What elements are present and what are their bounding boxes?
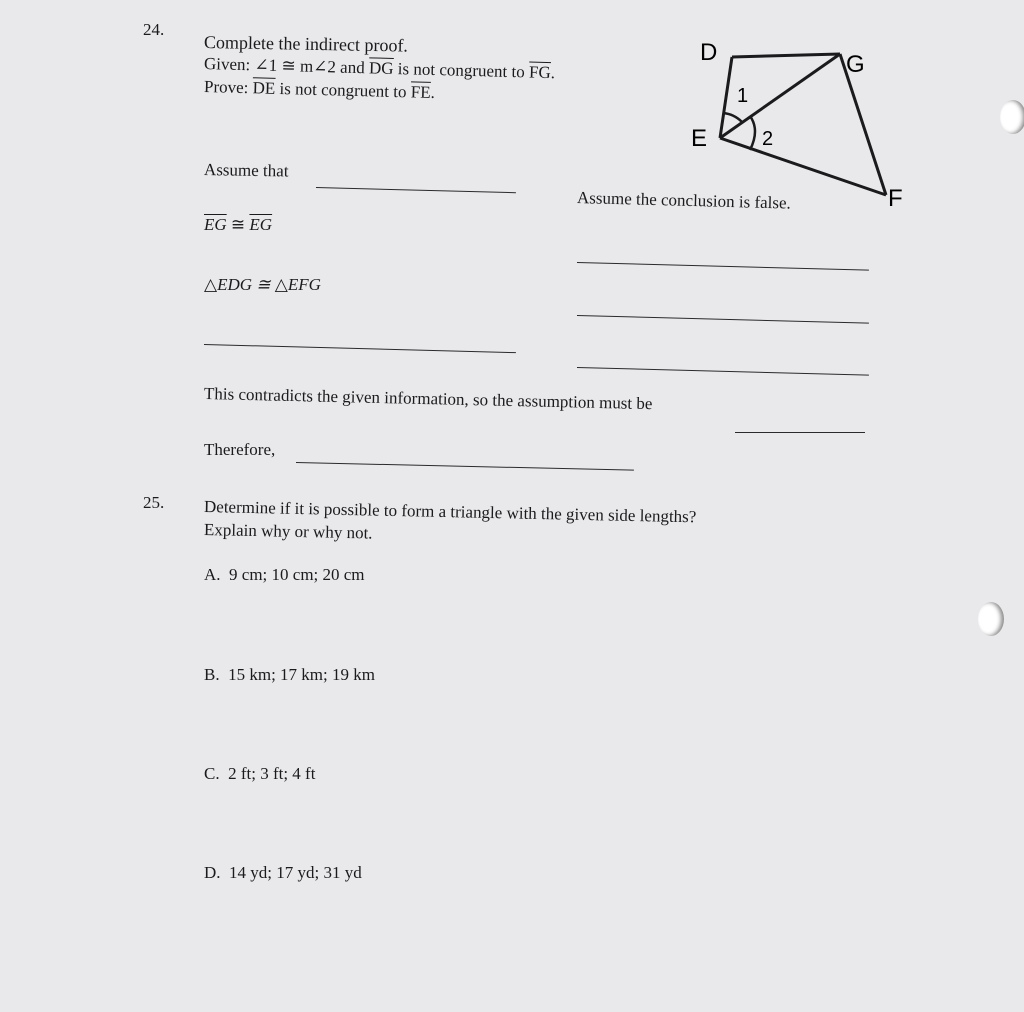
option-c [204, 764, 315, 784]
question-25-prompt-line1: Determine if it is possible to form a triangle with the given side lengths? [203, 497, 697, 527]
assume-label: Assume that [203, 160, 289, 181]
given-mid-text: is not congruent to [393, 58, 530, 82]
step-eg-congruent [204, 215, 272, 235]
assume-blank[interactable] [316, 187, 516, 193]
therefore-label: Therefore, [204, 440, 276, 459]
therefore-blank[interactable] [296, 462, 634, 471]
option-b-text: 15 km; 17 km; 19 km [228, 665, 375, 684]
option-a-text: 9 cm; 10 cm; 20 cm [229, 565, 365, 584]
reason-blank-2[interactable] [577, 315, 869, 324]
prove-text: Prove: [203, 77, 253, 98]
statement-blank-3[interactable] [204, 344, 516, 353]
congruent-symbol: ≅ [226, 215, 250, 234]
segment-ef [720, 138, 886, 195]
option-a-letter: A. [204, 565, 221, 584]
angle-1-label: 1 [737, 85, 749, 107]
given-text: Given: ∠1 ≅ m∠2 and [203, 54, 370, 78]
given-end: . [550, 63, 556, 83]
segment-de [720, 57, 732, 138]
angle-2-arc [750, 116, 755, 150]
question-24-title: Complete the indirect proof. [203, 32, 409, 56]
prove-segment-fe: $\overline{FE}$ [410, 82, 431, 102]
prove-statement [204, 77, 435, 103]
prove-mid-text: is not congruent to [275, 78, 412, 102]
angle-1-arc [723, 113, 742, 122]
assume-reason: Assume the conclusion is false. [576, 188, 792, 213]
binder-hole-top [1000, 100, 1024, 134]
given-segment-dg: $\overline{DG}$ [368, 58, 394, 78]
option-c-text: 2 ft; 3 ft; 4 ft [228, 764, 316, 783]
reason-blank-1[interactable] [577, 262, 869, 271]
segment-eg-b: $\overline{EG}$ [249, 215, 273, 234]
vertex-d-label: D [700, 39, 718, 66]
prove-end: . [430, 82, 436, 103]
prove-segment-de: $\overline{DE}$ [252, 78, 276, 98]
option-b-letter: B. [204, 665, 220, 684]
vertex-f-label: F [888, 185, 903, 210]
contradiction-statement: This contradicts the given information, so the assumption must be [203, 384, 653, 414]
step-triangles-congruent: △EDG ≅ △EFG [204, 275, 321, 294]
option-b [204, 665, 375, 685]
vertex-e-label: E [691, 125, 708, 152]
segment-dg [732, 54, 840, 57]
option-d-text: 14 yd; 17 yd; 31 yd [229, 863, 362, 882]
option-a [204, 565, 365, 585]
reason-blank-3[interactable] [577, 367, 869, 376]
vertex-g-label: G [846, 51, 865, 78]
binder-hole-middle [978, 602, 1004, 636]
angle-2-label: 2 [762, 128, 774, 150]
given-segment-fg: $\overline{FG}$ [528, 62, 551, 83]
kite-diagram [690, 30, 920, 210]
option-d-letter: D. [204, 863, 221, 882]
question-25-prompt-line2: Explain why or why not. [203, 520, 373, 543]
option-c-letter: C. [204, 764, 220, 783]
option-d [204, 863, 362, 883]
assumption-blank[interactable] [735, 432, 865, 433]
question-25-number: 25. [143, 493, 165, 512]
segment-eg-a: $\overline{EG}$ [204, 215, 227, 234]
question-24-number: 24. [143, 20, 165, 39]
